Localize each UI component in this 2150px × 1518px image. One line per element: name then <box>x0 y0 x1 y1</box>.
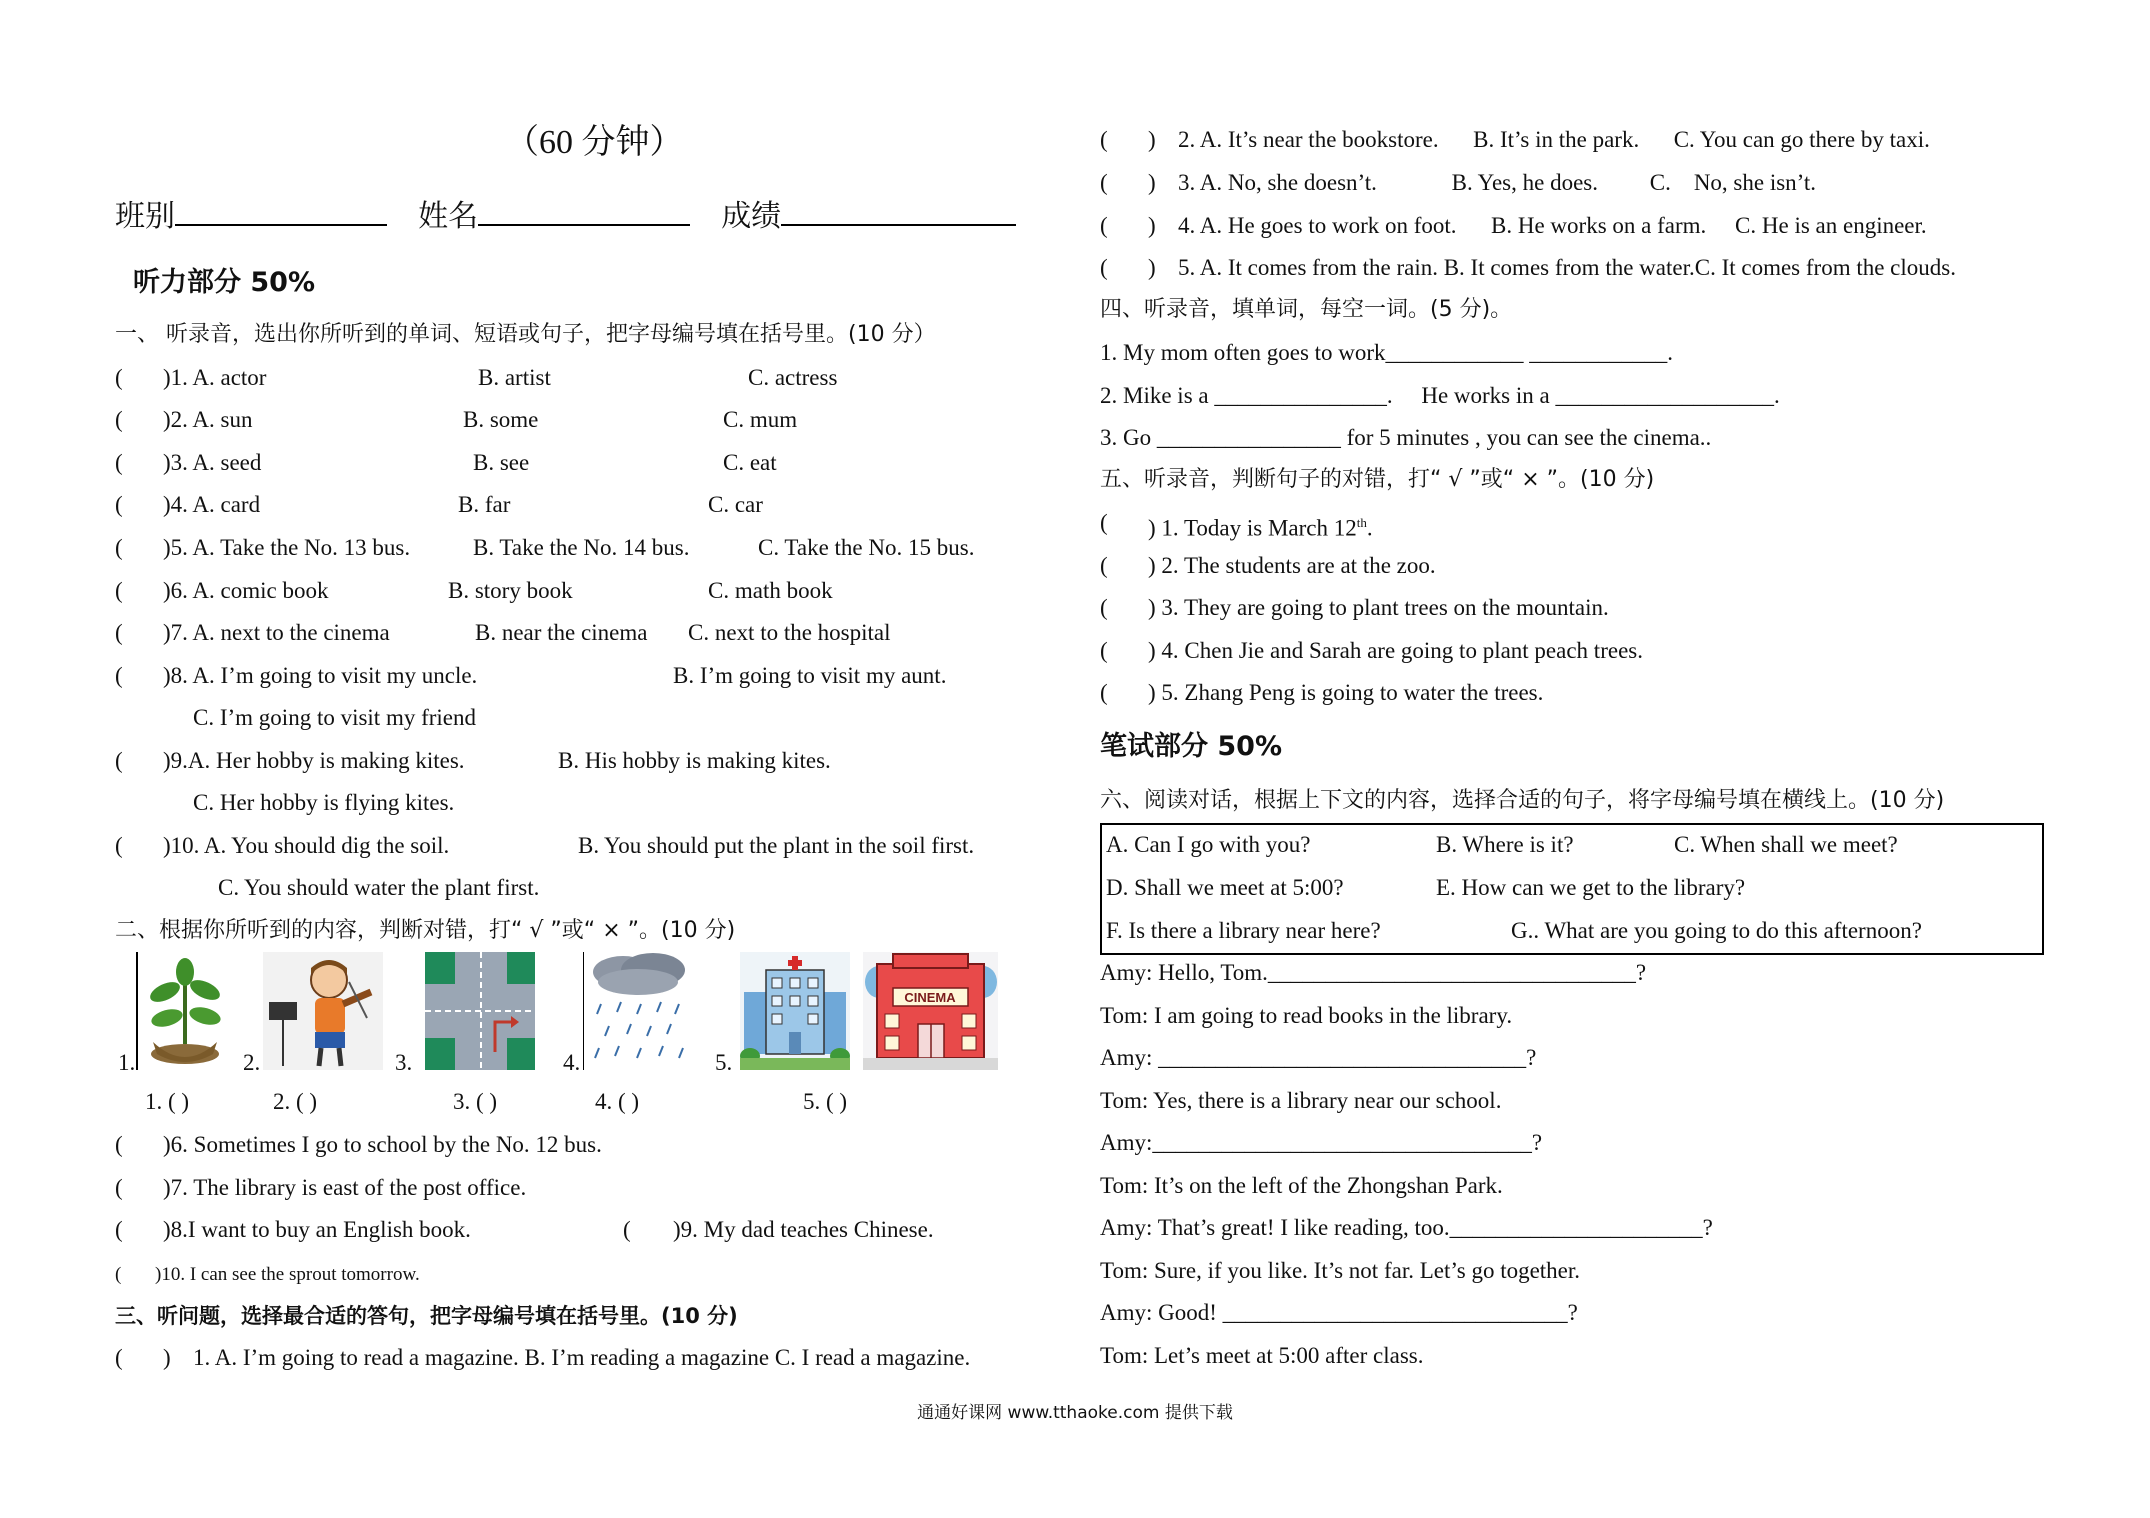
score-field[interactable] <box>781 198 1016 226</box>
writing-heading: 笔试部分 50% <box>1100 731 1283 762</box>
dialogue-line[interactable]: Amy: That’s great! I like reading, too.______________________? <box>1100 1215 1713 1240</box>
student-info-row <box>115 198 1016 232</box>
dialogue-line: Tom: It’s on the left of the Zhongshan Park. <box>1100 1173 1503 1198</box>
picture-number: 2. <box>243 1050 261 1075</box>
option-g: G.. What are you going to do this afternoon? <box>1511 918 1922 943</box>
cinema-sign: CINEMA <box>904 990 956 1005</box>
dialogue-line[interactable]: Amy: ________________________________? <box>1100 1045 1537 1070</box>
section6-instruction: 六、阅读对话，根据上下文的内容，选择合适的句子，将字母编号填在横线上。(10 分) <box>1100 788 1945 813</box>
section1-instruction: 一、 听录音，选出你所听到的单词、短语或句子，把字母编号填在括号里。(10 分） <box>115 322 936 347</box>
page-title: （60 分钟） <box>505 124 684 161</box>
list-item-continuation: C. You should water the plant first. <box>218 875 540 900</box>
section3-instruction: 三、听问题，选择最合适的答句，把字母编号填在括号里。(10 分) <box>115 1304 738 1328</box>
list-item-continuation: C. I’m going to visit my friend <box>193 705 477 730</box>
hospital-picture <box>740 952 850 1070</box>
dialogue-line[interactable]: Amy: Hello, Tom.________________________________? <box>1100 960 1647 985</box>
option-f: F. Is there a library near here? <box>1106 918 1381 943</box>
fill-blank-item[interactable]: 2. Mike is a _______________. He works in a ___________________. <box>1100 383 1780 408</box>
score-label: 成绩 <box>721 199 782 234</box>
section5-instruction: 五、听录音，判断句子的对错，打“ √ ”或“ × ”。(10 分) <box>1100 467 1655 492</box>
dialogue-line[interactable]: Amy: Good! ______________________________? <box>1100 1300 1578 1325</box>
section2-instruction: 二、根据你所听到的内容，判断对错，打“ √ ”或“ × ”。(10 分) <box>115 918 736 943</box>
picture-number: 4. <box>563 1050 581 1075</box>
picture-number: 1. <box>118 1050 136 1075</box>
plant-picture <box>135 952 233 1070</box>
fill-blank-item[interactable]: 1. My mom often goes to work____________ ____________. <box>1100 340 1674 365</box>
section4-instruction: 四、听录音，填单词，每空一词。(5 分)。 <box>1100 297 1513 322</box>
rain-picture <box>583 952 693 1070</box>
answer-blank[interactable]: 3. ( ) <box>453 1089 498 1114</box>
footer-credit: 通通好课网 www.tthaoke.com 提供下载 <box>917 1403 1233 1423</box>
listening-heading: 听力部分 50% <box>133 267 316 298</box>
violin-boy-picture <box>263 952 383 1070</box>
answer-blank[interactable]: 1. ( ) <box>145 1089 190 1114</box>
picture-number: 3. <box>395 1050 413 1075</box>
list-item-continuation: C. Her hobby is flying kites. <box>193 790 455 815</box>
option-d: D. Shall we meet at 5:00? <box>1106 875 1344 900</box>
class-field[interactable] <box>175 198 387 226</box>
option-e: E. How can we get to the library? <box>1436 875 1746 900</box>
option-a: A. Can I go with you? <box>1106 832 1311 857</box>
crossroads-picture <box>425 952 535 1070</box>
name-label: 姓名 <box>418 199 479 234</box>
cinema-picture <box>863 952 998 1070</box>
dialogue-line: Tom: Sure, if you like. It’s not far. Let’s go together. <box>1100 1258 1581 1283</box>
answer-blank[interactable]: 5. ( ) <box>803 1089 848 1114</box>
name-field[interactable] <box>478 198 690 226</box>
fill-blank-item[interactable]: 3. Go ________________ for 5 minutes , you can see the cinema.. <box>1100 425 1712 450</box>
dialogue-line: Tom: Let’s meet at 5:00 after class. <box>1100 1343 1424 1368</box>
answer-blank[interactable]: 2. ( ) <box>273 1089 318 1114</box>
option-c: C. When shall we meet? <box>1674 832 1898 857</box>
class-label: 班别 <box>115 199 175 234</box>
dialogue-line[interactable]: Amy:_________________________________? <box>1100 1130 1543 1155</box>
dialogue-line: Tom: I am going to read books in the library. <box>1100 1003 1513 1028</box>
dialogue-line: Tom: Yes, there is a library near our school. <box>1100 1088 1502 1113</box>
option-b: B. Where is it? <box>1436 832 1574 857</box>
answer-blank[interactable]: 4. ( ) <box>595 1089 640 1114</box>
picture-number: 5. <box>715 1050 733 1075</box>
